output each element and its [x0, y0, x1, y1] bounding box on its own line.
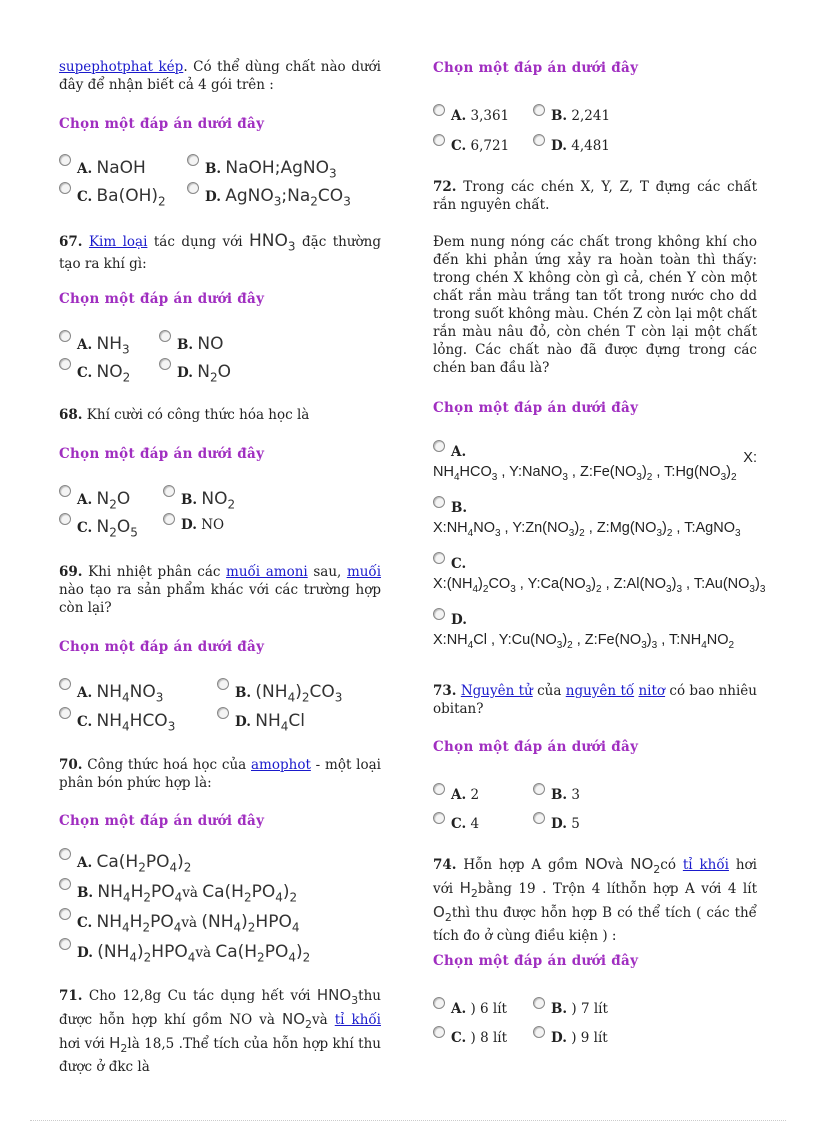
q66-option-d[interactable]: D. $AgNO_3;Na_2CO_3$ — [187, 186, 351, 208]
q72-option-a-formula: $NH_4HCO_3$ , Y:NaNO$_3$ , $Z:Fe(NO_3)_2$ , $T:Hg(NO_3)_2$ — [433, 464, 737, 483]
q74-choose-header: Chọn một đáp án dưới đây — [433, 953, 639, 969]
radio-icon[interactable] — [217, 707, 229, 719]
link-nguyen-tu[interactable]: Nguyên tử — [460, 683, 533, 699]
radio-icon[interactable] — [59, 908, 71, 920]
q71-option-b[interactable]: B. 2,241 — [533, 108, 610, 124]
q70-option-b[interactable]: B. $NH_4H_2PO_4và$ $Ca(H_2PO_4)_2$ — [59, 882, 297, 904]
q69-choose-header: Chọn một đáp án dưới đây — [59, 639, 265, 655]
q69-option-d[interactable]: D. $NH_4Cl$ — [217, 711, 305, 733]
radio-icon[interactable] — [433, 134, 445, 146]
radio-icon[interactable] — [59, 878, 71, 890]
radio-icon[interactable] — [433, 812, 445, 824]
q68-option-c[interactable]: C. $N_2O_5$ — [59, 517, 138, 539]
link-muoi-amoni[interactable]: muối amoni — [226, 564, 308, 580]
radio-icon[interactable] — [159, 358, 171, 370]
q69-text: 69. Khi nhiệt phân các muối amoni sau, muối nào tạo ra sản phẩm khác với các trường hợp còn lại? — [59, 564, 382, 616]
q72-text: 72. Trong các chén X, Y, Z, T đựng các chất rắn nguyên chất. — [433, 179, 757, 213]
q70-choose-header: Chọn một đáp án dưới đây — [59, 813, 265, 829]
q71-choose-header: Chọn một đáp án dưới đây — [433, 60, 639, 76]
radio-icon[interactable] — [533, 134, 545, 146]
q66-choose-header: Chọn một đáp án dưới đây — [59, 116, 265, 132]
q72-option-c-row1[interactable]: C. — [433, 556, 466, 572]
q72-option-a-x-label: X: — [743, 450, 757, 466]
q74-option-a[interactable]: A. ) 6 lít — [433, 1001, 507, 1017]
q73-text: 73. Nguyên tử của nguyên tố nitơ có bao nhiêu obitan? — [433, 683, 757, 717]
q71-text: 71. Cho 12,8g Cu tác dụng hết với $HNO_3thu$ được hỗn hợp khí gồm NO và $NO_2và$ tỉ khối hơi với $H_2là$ 18,5 .Thể tích của hỗn hợp khí thu được ở đkc là — [59, 986, 381, 1075]
q74-option-c[interactable]: C. ) 8 lít — [433, 1030, 507, 1046]
radio-icon[interactable] — [433, 552, 445, 564]
q70-option-c[interactable]: C. $NH_4H_2PO_4và$ $(NH_4)_2HPO_4$ — [59, 912, 299, 934]
q68-option-d[interactable]: D. NO — [163, 517, 224, 533]
link-nito[interactable]: nitơ — [638, 683, 666, 699]
link-nguyen-to[interactable]: nguyên tố — [565, 683, 635, 699]
q73-option-b[interactable]: B. 3 — [533, 787, 580, 803]
radio-icon[interactable] — [59, 678, 71, 690]
radio-icon[interactable] — [59, 154, 71, 166]
q72-option-d-formula: $X:NH_4Cl$ , $Y:Cu(NO_3)_2$ , $Z:Fe(NO_3)_3$ , $T:NH_4NO_2$ — [433, 632, 735, 651]
radio-icon[interactable] — [433, 608, 445, 620]
q73-option-d[interactable]: D. 5 — [533, 816, 580, 832]
q70-text: 70. Công thức hoá học của amophot - một loại phân bón phức hợp là: — [59, 757, 381, 791]
radio-icon[interactable] — [433, 1026, 445, 1038]
radio-icon[interactable] — [217, 678, 229, 690]
q66-option-b[interactable]: B. NaOH;AgNO$_3$ — [187, 158, 337, 180]
q71-option-a[interactable]: A. 3,361 — [433, 108, 509, 124]
radio-icon[interactable] — [187, 182, 199, 194]
q69-option-c[interactable]: C. $NH_4HCO_3$ — [59, 711, 175, 733]
q72-option-b-row1[interactable]: B. — [433, 500, 467, 516]
radio-icon[interactable] — [533, 997, 545, 1009]
radio-icon[interactable] — [159, 330, 171, 342]
q73-choose-header: Chọn một đáp án dưới đây — [433, 739, 639, 755]
radio-icon[interactable] — [433, 496, 445, 508]
q70-option-a[interactable]: A. $Ca(H_2PO_4)_2$ — [59, 852, 191, 874]
q74-text: 74. Hỗn hợp A gồm NOvà $NO_2có$ tỉ khối hơi với $H_2bằng$ 19 . Trộn 4 líthỗn hợp A với 4 lít $O_2thì$ thu được hỗn hợp B có thể tích ( các thể tích đo ở cùng điều kiện ) : — [433, 855, 757, 944]
radio-icon[interactable] — [163, 485, 175, 497]
radio-icon[interactable] — [59, 513, 71, 525]
radio-icon[interactable] — [533, 104, 545, 116]
q72-paragraph: Đem nung nóng các chất trong không khí cho đến khi phản ứng xảy ra hoàn toàn thì thấy: trong chén X không còn gì cả, chén Y còn một chất rắn màu trắng tan tốt trong nước cho dd trong suốt không màu. Chén Z còn lại một chất rắn màu nâu đỏ, còn chén T còn lại một chất lỏng. Các chất nào đã được đựng trong các chén ban đầu là? — [433, 234, 757, 376]
radio-icon[interactable] — [59, 330, 71, 342]
radio-icon[interactable] — [433, 997, 445, 1009]
radio-icon[interactable] — [59, 938, 71, 950]
q70-option-d[interactable]: D. $(NH_4)_2HPO_4và$ $Ca(H_2PO_4)_2$ — [59, 942, 310, 964]
q74-option-d[interactable]: D. ) 9 lít — [533, 1030, 608, 1046]
q73-option-a[interactable]: A. 2 — [433, 787, 479, 803]
q71-option-d[interactable]: D. 4,481 — [533, 138, 610, 154]
q66-option-c[interactable]: C. $Ba(OH)_2$ — [59, 186, 166, 208]
radio-icon[interactable] — [59, 707, 71, 719]
q72-option-b-formula: $X:NH_4NO_3$ , $Y:Zn(NO_3)_2$ , $Z:Mg(NO_3)_2$ , T:AgNO$_3$ — [433, 520, 741, 539]
radio-icon[interactable] — [433, 783, 445, 795]
link-ti-khoi[interactable]: tỉ khối — [334, 1012, 381, 1028]
q69-option-a[interactable]: A. $NH_4NO_3$ — [59, 682, 163, 704]
q73-option-c[interactable]: C. 4 — [433, 816, 479, 832]
q72-option-c-formula: $X:(NH_4)_2CO_3$ , $Y:Ca(NO_3)_2$ , $Z:Al(NO_3)_3$ , $T:Au(NO_3)_3$ — [433, 576, 766, 595]
q67-text: 67. Kim loại tác dụng với $HNO_3$ đặc thường tạo ra khí gì: — [59, 231, 381, 273]
q72-option-d-row1[interactable]: D. — [433, 612, 467, 628]
q71-option-c[interactable]: C. 6,721 — [433, 138, 509, 154]
q67-option-c[interactable]: C. $NO_2$ — [59, 362, 130, 384]
radio-icon[interactable] — [533, 783, 545, 795]
q67-option-d[interactable]: D. $N_2O$ — [159, 362, 231, 384]
radio-icon[interactable] — [59, 182, 71, 194]
link-supephotphat[interactable]: supephotphat kép — [59, 59, 184, 75]
page-bottom-divider — [30, 1120, 786, 1121]
q66-text: supephotphat kép. Có thể dùng chất nào dưới đây để nhận biết cả 4 gói trên : — [59, 59, 381, 93]
link-amophot[interactable]: amophot — [251, 757, 311, 773]
q68-text: 68. Khí cười có công thức hóa học là — [59, 407, 310, 423]
q66-option-a[interactable]: A. NaOH — [59, 158, 146, 178]
q69-option-b[interactable]: B. $(NH_4)_2CO_3$ — [217, 682, 342, 704]
radio-icon[interactable] — [59, 848, 71, 860]
link-muoi[interactable]: muối — [346, 564, 382, 580]
q74-option-b[interactable]: B. ) 7 lít — [533, 1001, 608, 1017]
link-ti-khoi-74[interactable]: tỉ khối — [682, 857, 729, 873]
q68-option-a[interactable]: A. $N_2O$ — [59, 489, 130, 511]
radio-icon[interactable] — [433, 440, 445, 452]
q72-option-a-row1[interactable]: A. — [433, 444, 466, 460]
q68-option-b[interactable]: B. $NO_2$ — [163, 489, 235, 511]
radio-icon[interactable] — [59, 358, 71, 370]
radio-icon[interactable] — [433, 104, 445, 116]
q67-option-b[interactable]: B. NO — [159, 334, 224, 354]
q72-choose-header: Chọn một đáp án dưới đây — [433, 400, 639, 416]
radio-icon[interactable] — [163, 513, 175, 525]
q67-option-a[interactable]: A. $NH_3$ — [59, 334, 130, 356]
radio-icon[interactable] — [59, 485, 71, 497]
radio-icon[interactable] — [533, 812, 545, 824]
radio-icon[interactable] — [187, 154, 199, 166]
radio-icon[interactable] — [533, 1026, 545, 1038]
q68-choose-header: Chọn một đáp án dưới đây — [59, 446, 265, 462]
link-kim-loai[interactable]: Kim loại — [88, 234, 148, 250]
q67-choose-header: Chọn một đáp án dưới đây — [59, 291, 265, 307]
